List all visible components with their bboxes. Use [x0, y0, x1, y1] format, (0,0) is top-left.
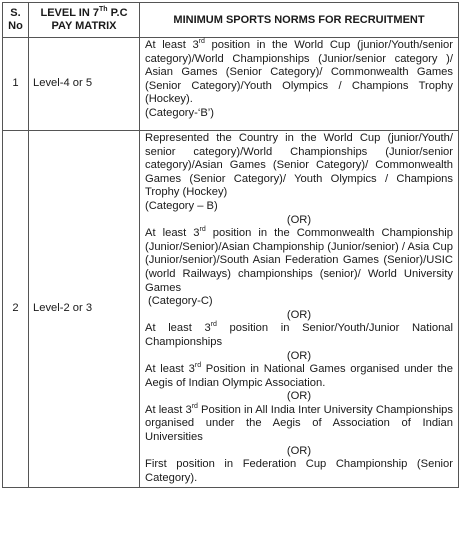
- sno-header-line2: No: [8, 20, 23, 32]
- row2-or2: (OR): [286, 308, 312, 321]
- row2-block5-pre: At least 3: [145, 403, 192, 416]
- row2-block2-pre: At least 3: [145, 227, 200, 240]
- level-header-post: P.C: [107, 7, 128, 19]
- row2-block5-post: Position in All India Inter University Championships organised under the Aegis of Association of Indian Universities: [145, 403, 454, 444]
- row1-norm-text: [145, 39, 453, 107]
- table-row: [3, 131, 459, 488]
- row2-or5: (OR): [286, 444, 312, 457]
- row2-block3-sup: rd: [210, 321, 217, 329]
- row2-or4: (OR): [286, 390, 312, 403]
- row2-block1: Represented the Country in the World Cup (junior/Youth/ senior category)/World Championships (Junior/senior category)/Asian Games (Senior Category)/ Commonwealth Games (Senior Category)/ Youth Olympics / Champions Trophy (Hockey): [145, 132, 453, 199]
- sno-header: [3, 3, 29, 38]
- row2-block3-post: position in Senior/Youth/Junior National Championships: [145, 322, 453, 348]
- row2-block2-post: position in the Commonwealth Championship (Junior/Senior)/Asian Championship (Junior/senior) / Asia Cup (Junior/senior)/South Asian Federation Games (Senior)/USIC (world Railways) championships (senior)/ World University Games: [145, 227, 454, 294]
- row2-block3-pre: At least 3: [145, 322, 211, 335]
- level-header: [29, 3, 140, 38]
- row2-block2-category: (Category-C): [148, 295, 213, 308]
- row2-or1: (OR): [286, 213, 312, 226]
- row1-norm-pre: At least 3: [145, 39, 199, 51]
- row2-or3: (OR): [286, 349, 312, 362]
- row1-sno: 1: [3, 38, 29, 131]
- norms-header: MINIMUM SPORTS NORMS FOR RECRUITMENT: [140, 3, 459, 38]
- row1-norm-post: position in the World Cup (junior/Youth/senior category)/World Championships (Junior/senior category )/ Asian Games (Senior Category)/ Commonwealth Games (Senior Category)/Youth Olympics / Champions Trophy (Hockey).: [145, 39, 453, 106]
- sno-header-line1: S.: [10, 7, 21, 19]
- table-header-row: [3, 3, 459, 38]
- row2-block4-sup: rd: [194, 362, 202, 370]
- row2-level: Level-2 or 3: [29, 131, 140, 488]
- row1-level: Level-4 or 5: [29, 38, 140, 131]
- row1-norms: [140, 38, 459, 131]
- level-header-pre: LEVEL IN 7: [40, 7, 99, 19]
- row1-category: (Category-‘B’): [145, 106, 215, 119]
- row2-block6: First position in Federation Cup Championship (Senior Category).: [145, 458, 453, 484]
- recruitment-norms-table: [2, 2, 459, 488]
- row2-block4: [145, 363, 453, 390]
- level-header-line2: PAY MATRIX: [51, 20, 117, 32]
- level-header-sup: Th: [98, 6, 108, 13]
- row2-block4-pre: At least 3: [145, 363, 195, 376]
- row2-block1-category: (Category – B): [145, 199, 218, 212]
- table-row: [3, 38, 459, 131]
- row2-norms: [140, 131, 459, 488]
- row2-block2-sup: rd: [199, 226, 206, 234]
- row2-block2: [145, 227, 453, 295]
- row2-block3: [145, 322, 453, 349]
- row2-sno: 2: [3, 131, 29, 488]
- row2-block5-sup: rd: [191, 402, 198, 410]
- row1-norm-sup: rd: [198, 38, 205, 45]
- row2-block4-post: Position in National Games organised under the Aegis of Indian Olympic Association.: [145, 363, 453, 389]
- row2-block5: [145, 404, 453, 445]
